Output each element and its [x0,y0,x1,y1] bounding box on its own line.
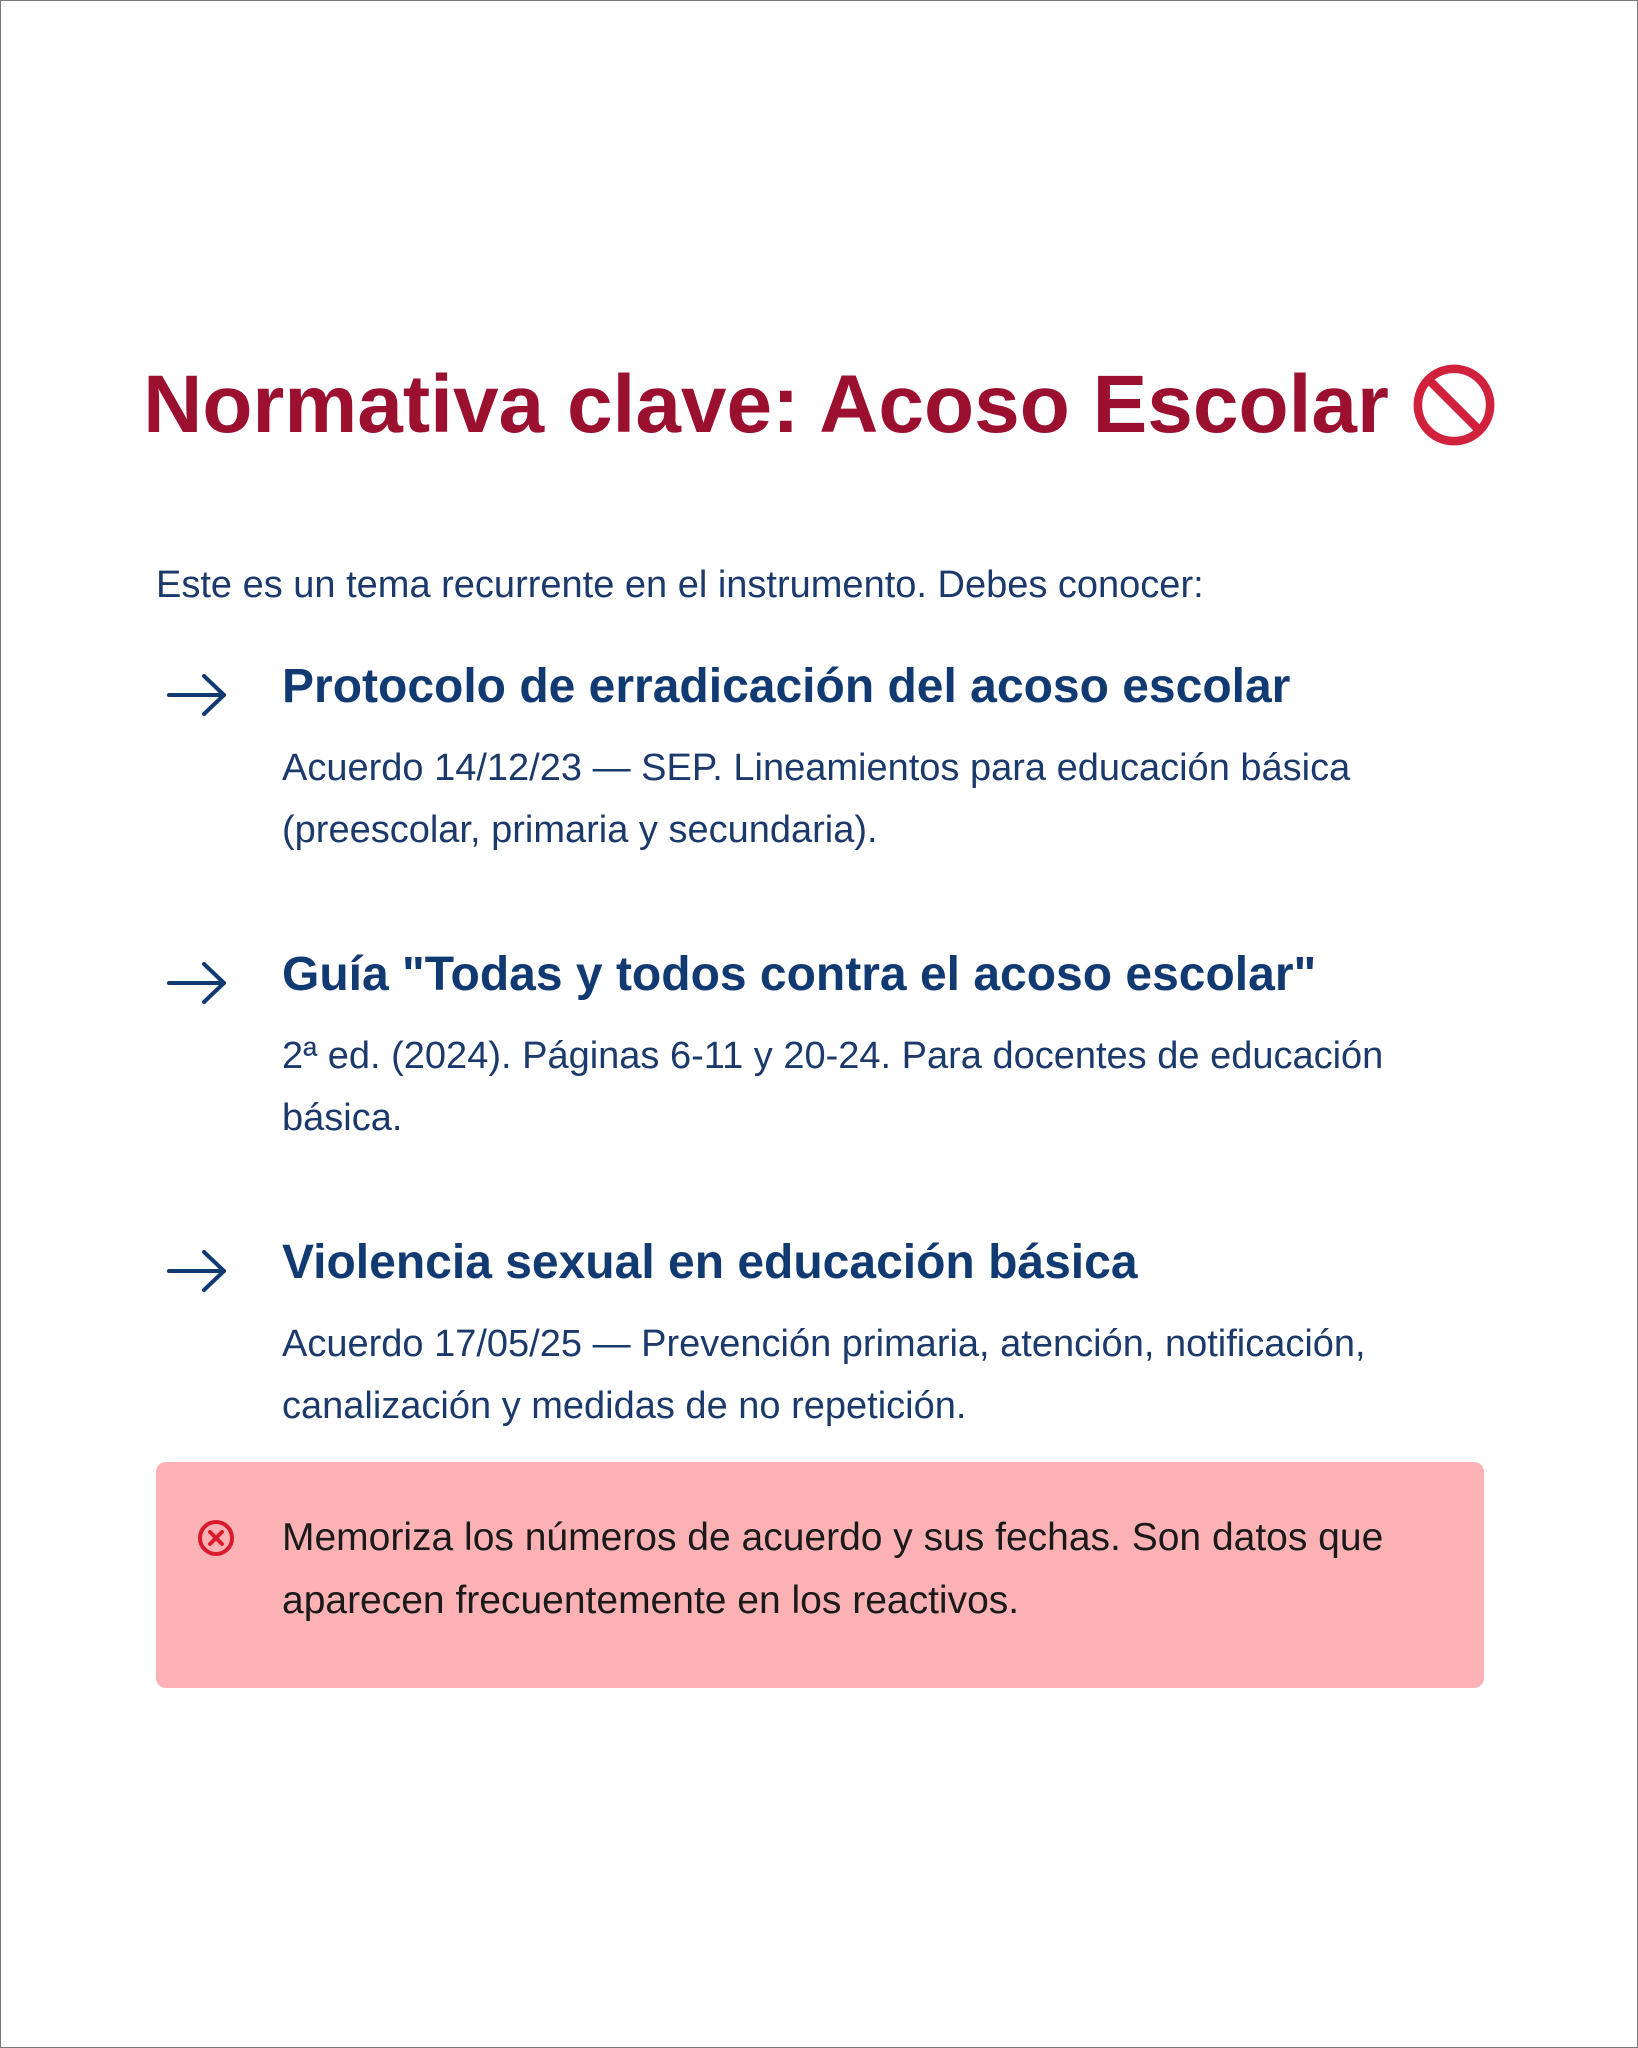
list-item [156,1231,1484,1437]
x-circle-icon [196,1518,236,1558]
arrow-right-icon [166,673,228,717]
item-title: Guía "Todas y todos contra el acoso escolar" [282,948,1317,1001]
intro-text: Este es un tema recurrente en el instrumento. Debes conocer: [156,564,1204,606]
alert-box [156,1462,1484,1688]
list-item [156,655,1484,861]
item-title: Protocolo de erradicación del acoso escolar [282,660,1291,713]
prohibited-icon [1411,362,1497,448]
main-content [143,355,1484,1437]
item-description: Acuerdo 14/12/23 — SEP. Lineamientos para educación básica (preescolar, primaria y secundaria). [282,747,1351,851]
item-title: Violencia sexual en educación básica [282,1236,1138,1289]
arrow-right-icon [166,961,228,1005]
item-description: 2ª ed. (2024). Páginas 6-11 y 20-24. Para docentes de educación básica. [282,1035,1384,1139]
arrow-right-icon [166,1249,228,1293]
list-item [156,943,1484,1149]
alert-text: Memoriza los números de acuerdo y sus fechas. Son datos que aparecen frecuentemente en los reactivos. [282,1516,1384,1622]
page-title: Normativa clave: Acoso Escolar [143,359,1389,450]
page-title-row [143,355,1484,455]
item-description: Acuerdo 17/05/25 — Prevención primaria, atención, notificación, canalización y medidas de no repetición. [282,1323,1366,1427]
